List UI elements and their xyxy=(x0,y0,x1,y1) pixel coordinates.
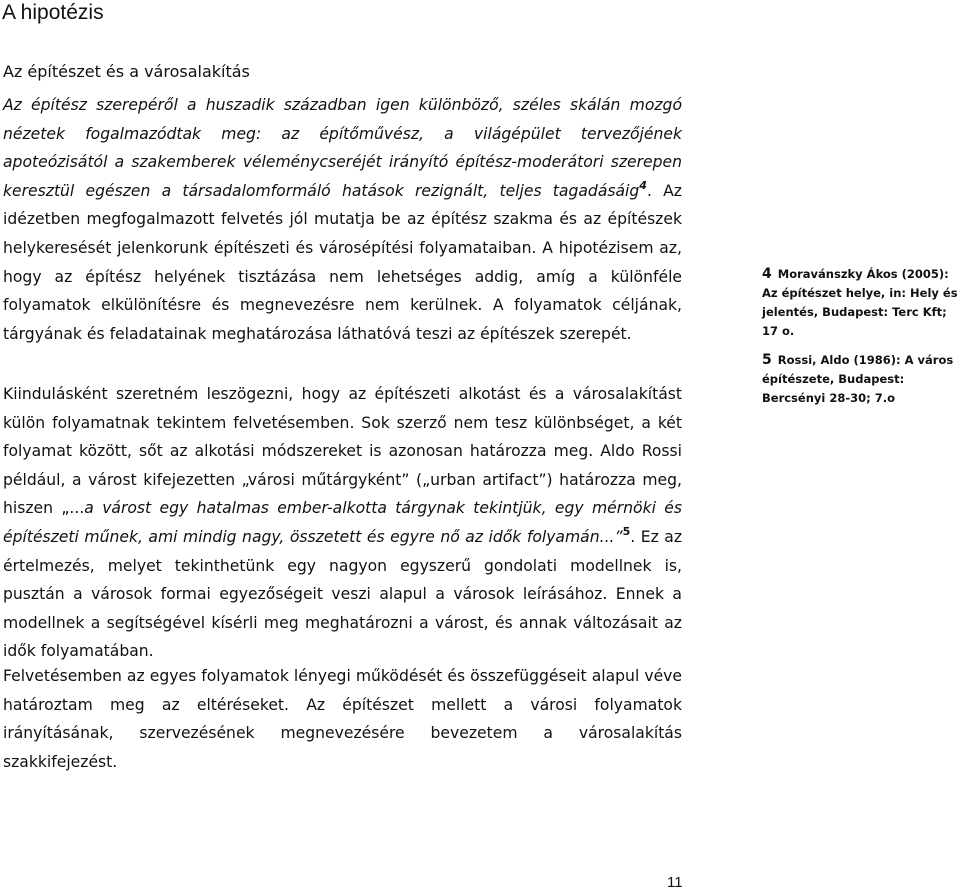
paragraph-1-italic-lead: Az építész szerepéről a huszadik században igen különböző, széles skálán mozgó nézetek fogalmazódtak meg: az építőművész, a világépület tervezőjének apoteózisától a szakemberek véleménycseréjét irányító építész-moderátori szerepen keresztül egészen a társadalomformáló hatások rezignált, teljes tagadásáig xyxy=(3,96,682,200)
rossi-quote: a várost egy hatalmas ember-alkotta tárgynak tekintjük, egy mérnöki és építészeti műnek, ami mindig nagy, összetett és egyre nő az idők folyamán... xyxy=(3,499,682,546)
page-title: A hipotézis xyxy=(2,1,104,24)
paragraph-2 xyxy=(3,380,682,666)
footnote-text: Rossi, Aldo (1986): A város építészete, Budapest: Bercsényi 28-30; 7.o xyxy=(762,353,954,405)
footnote-4 xyxy=(762,265,958,341)
footnotes xyxy=(762,265,958,418)
paragraph-2-text-after: . Ez az értelmezés, melyet tekinthetünk egy nagyon egyszerű gondolati modellnek is, pusztán a városok formai egyezőségeit veszi alapul a városok leírásához. Ennek a modellnek a segítségével kísérli meg meghatározni a várost, és annak változásait az idők folyamatában. xyxy=(3,527,683,661)
footnote-number: 5 xyxy=(762,352,772,368)
paragraph-2-text-before: Kiindulásként szeretném leszögezni, hogy az építészeti alkotást és a városalakítást külön folyamatnak tekintem felvetésemben. Sok szerző nem tesz különbséget, a két folyamat között, sőt az alkotási módszereket is azonosan határozza meg. Aldo Rossi például, a várost kifejezetten „városi műtárgyként” („urban artifact”) határozza meg, hiszen „... xyxy=(3,385,682,518)
page-number: 11 xyxy=(667,874,683,891)
paragraph-3: Felvetésemben az egyes folyamatok lényegi működését és összefüggéseit alapul véve határoztam meg az eltéréseket. Az építészet mellett a városi folyamatok irányításának, szervezésének megnevezésére bevezetem a városalakítás szakkifejezést. xyxy=(3,667,682,771)
section-subtitle: Az építészet és a városalakítás xyxy=(3,62,250,81)
paragraph-1-rest: . Az idézetben megfogalmazott felvetés jól mutatja be az építész szakma és az építészek helykeresését jelenkorunk építészeti és városépítési folyamataiban. A hipotézisem az, hogy az építész helyének tisztázása nem lehetséges addig, amíg a különféle folyamatok elkülönítésre és megnevezésre nem kerülnek. A folyamatok céljának, tárgyának és feladatainak meghatározása láthatóvá teszi az építészek szerepét. xyxy=(3,181,682,343)
quote-close-mark: ” xyxy=(614,527,623,546)
footnote-5 xyxy=(762,351,958,408)
footnote-ref-5[interactable]: 5 xyxy=(622,524,631,538)
footnote-number: 4 xyxy=(762,266,772,282)
paragraph-1 xyxy=(3,91,682,348)
footnote-text: Moravánszky Ákos (2005): Az építészet helye, in: Hely és jelentés, Budapest: Terc Kft; 17 o. xyxy=(762,267,958,338)
footnote-ref-4[interactable]: 4 xyxy=(639,178,647,192)
